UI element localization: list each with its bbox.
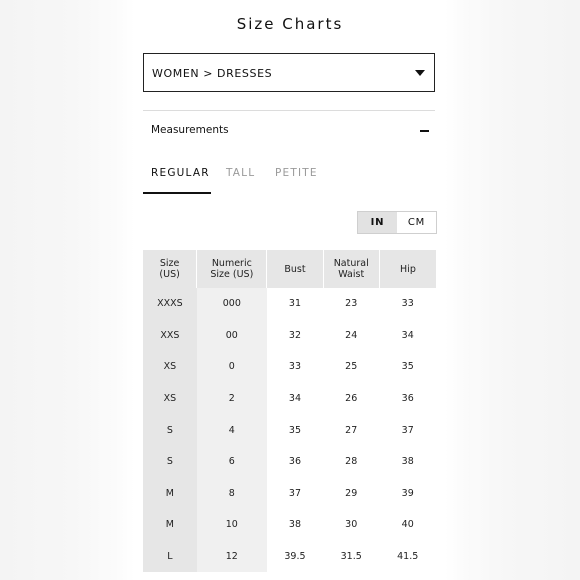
header-size-line2: (US) — [159, 269, 180, 280]
cell-hip: 33 — [401, 298, 414, 310]
cell-size: M — [143, 509, 197, 541]
cell-size: XS — [143, 383, 197, 415]
size-table-header — [143, 250, 436, 288]
breadcrumb-separator: > — [203, 67, 214, 80]
cell-bust: 35 — [288, 424, 301, 436]
cell-bust: 33 — [288, 361, 301, 373]
cell-waist: 28 — [345, 456, 358, 468]
breadcrumb-category: WOMEN — [152, 67, 200, 80]
cell-numeric-size: 4 — [197, 414, 267, 446]
cell-hip: 41.5 — [397, 551, 419, 563]
table-row — [143, 383, 436, 415]
cell-size: XXXS — [143, 288, 197, 320]
cell-waist: 31.5 — [340, 551, 362, 563]
header-hip-label: Hip — [400, 263, 416, 275]
tab-petite[interactable]: PETITE — [275, 167, 318, 179]
cell-size: L — [143, 541, 197, 573]
cell-bust: 34 — [288, 393, 301, 405]
cell-numeric-size: 0 — [197, 351, 267, 383]
size-table-body — [143, 288, 436, 572]
cell-size: XS — [143, 351, 197, 383]
table-row — [143, 541, 436, 573]
cell-bust: 36 — [288, 456, 301, 468]
cell-bust: 31 — [288, 298, 301, 310]
size-chart-panel — [135, 0, 445, 580]
cell-hip: 38 — [401, 456, 414, 468]
cell-size: XXS — [143, 320, 197, 352]
header-natural-waist — [323, 250, 379, 288]
cell-waist: 23 — [345, 298, 358, 310]
cell-bust: 37 — [288, 487, 301, 499]
cell-size: S — [143, 414, 197, 446]
background-right — [445, 0, 580, 580]
cell-waist: 27 — [345, 424, 358, 436]
cell-numeric-size: 8 — [197, 478, 267, 510]
cell-size: M — [143, 478, 197, 510]
measurements-section-label: Measurements — [151, 124, 229, 136]
cell-hip: 40 — [401, 519, 414, 531]
cell-waist: 30 — [345, 519, 358, 531]
cell-hip: 35 — [401, 361, 414, 373]
table-row — [143, 288, 436, 320]
cell-hip: 36 — [401, 393, 414, 405]
cell-waist: 25 — [345, 361, 358, 373]
caret-down-icon[interactable] — [415, 70, 425, 76]
cell-waist: 29 — [345, 487, 358, 499]
table-row — [143, 446, 436, 478]
tab-tall[interactable]: TALL — [226, 167, 256, 179]
breadcrumb-subcategory: DRESSES — [217, 67, 273, 80]
header-waist-line1: Natural — [333, 258, 369, 269]
tab-regular[interactable]: REGULAR — [151, 167, 210, 179]
table-row — [143, 509, 436, 541]
header-waist-line2: Waist — [338, 269, 365, 280]
cell-waist: 26 — [345, 393, 358, 405]
table-row — [143, 320, 436, 352]
cell-bust: 39.5 — [284, 551, 306, 563]
header-hip — [379, 250, 436, 288]
cell-hip: 34 — [401, 329, 414, 341]
header-bust — [267, 250, 323, 288]
table-row — [143, 351, 436, 383]
size-table — [143, 250, 436, 572]
active-tab-indicator — [143, 192, 211, 194]
fit-tabs — [143, 160, 435, 194]
header-size-line1: Size — [159, 258, 180, 269]
cell-size: S — [143, 446, 197, 478]
cell-hip: 37 — [401, 424, 414, 436]
section-divider — [143, 110, 435, 111]
table-row — [143, 478, 436, 510]
header-numeric-size — [197, 250, 267, 288]
unit-cm-button[interactable]: CM — [397, 212, 436, 233]
minus-icon[interactable] — [420, 130, 429, 132]
cell-numeric-size: 6 — [197, 446, 267, 478]
table-header-row — [143, 250, 436, 288]
category-dropdown[interactable] — [143, 53, 435, 92]
cell-numeric-size: 00 — [197, 320, 267, 352]
table-row — [143, 414, 436, 446]
header-size-us — [143, 250, 197, 288]
cell-bust: 38 — [288, 519, 301, 531]
cell-numeric-size: 12 — [197, 541, 267, 573]
breadcrumb — [152, 67, 272, 80]
unit-in-button[interactable]: IN — [358, 212, 397, 233]
background-left — [0, 0, 135, 580]
cell-numeric-size: 2 — [197, 383, 267, 415]
unit-toggle — [357, 211, 437, 234]
header-numeric-line2: Size (US) — [210, 269, 254, 280]
header-numeric-line1: Numeric — [211, 258, 252, 269]
cell-bust: 32 — [288, 329, 301, 341]
cell-waist: 24 — [345, 329, 358, 341]
header-bust-label: Bust — [284, 263, 306, 275]
page-title: Size Charts — [236, 15, 344, 33]
cell-numeric-size: 10 — [197, 509, 267, 541]
cell-numeric-size: 000 — [197, 288, 267, 320]
cell-hip: 39 — [401, 487, 414, 499]
